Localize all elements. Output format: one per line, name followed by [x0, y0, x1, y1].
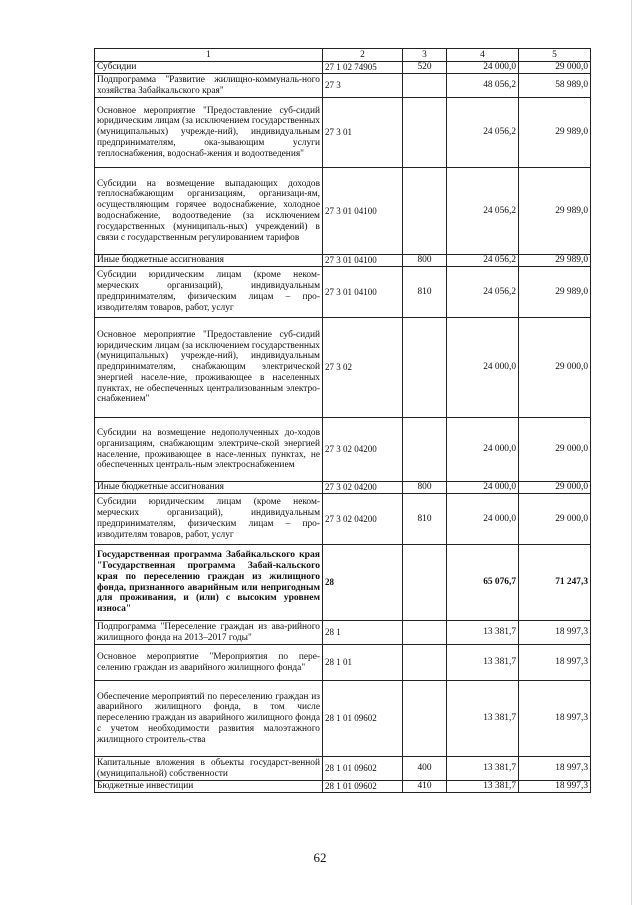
row-amount-2017-cell: 24 000,0: [447, 494, 519, 545]
row-amount-2018-cell: 71 247,3: [519, 545, 591, 621]
table-row: [95, 781, 591, 793]
row-amount-2017-cell: 13 381,7: [447, 681, 519, 757]
row-amount-2017-cell: 24 000,0: [447, 418, 519, 482]
table-row: [95, 318, 591, 418]
table-row: [95, 418, 591, 482]
page-number: 62: [313, 850, 327, 865]
row-expense-type-cell: 520: [403, 62, 447, 74]
row-code-cell: 27 3 01: [323, 98, 403, 168]
row-name-cell: Капитальные вложения в объекты государст-венной (муниципальной) собственности: [95, 757, 323, 781]
row-code-cell: 28 1 01 09602: [323, 681, 403, 757]
row-code-cell: 28 1: [323, 621, 403, 645]
row-amount-2017-cell: 13 381,7: [447, 621, 519, 645]
header-col-1: 1: [95, 49, 323, 62]
row-amount-2017-cell: 24 000,0: [447, 318, 519, 418]
row-amount-2017-cell: 13 381,7: [447, 645, 519, 681]
table-row: [95, 494, 591, 545]
row-expense-type-cell: [403, 621, 447, 645]
row-amount-2018-cell: 18 997,3: [519, 781, 591, 793]
row-amount-2018-cell: 18 997,3: [519, 621, 591, 645]
row-amount-2018-cell: 29 000,0: [519, 62, 591, 74]
row-amount-2017-cell: 24 000,0: [447, 62, 519, 74]
row-expense-type-cell: 810: [403, 267, 447, 318]
row-expense-type-cell: [403, 545, 447, 621]
row-name-cell: Подпрограмма "Переселение граждан из ава-рийного жилищного фонда на 2013–2017 годы": [95, 621, 323, 645]
row-amount-2017-cell: 24 056,2: [447, 98, 519, 168]
row-amount-2018-cell: 29 000,0: [519, 318, 591, 418]
row-amount-2017-cell: 13 381,7: [447, 757, 519, 781]
table-row: [95, 255, 591, 267]
row-name-cell: Подпрограмма "Развитие жилищно-коммуналь-ного хозяйства Забайкальского края": [95, 74, 323, 98]
budget-table-body: [95, 49, 591, 793]
row-code-cell: 27 3 01 04100: [323, 255, 403, 267]
row-expense-type-cell: [403, 74, 447, 98]
row-amount-2018-cell: 58 989,0: [519, 74, 591, 98]
header-col-2: 2: [323, 49, 403, 62]
row-code-cell: 27 3 02: [323, 318, 403, 418]
row-code-cell: 28 1 01 09602: [323, 757, 403, 781]
row-amount-2018-cell: 29 989,0: [519, 98, 591, 168]
row-code-cell: 28 1 01 09602: [323, 781, 403, 793]
row-name-cell: Иные бюджетные ассигнования: [95, 255, 323, 267]
row-expense-type-cell: [403, 645, 447, 681]
row-name-cell: Субсидии: [95, 62, 323, 74]
row-expense-type-cell: 800: [403, 255, 447, 267]
row-amount-2018-cell: 29 000,0: [519, 418, 591, 482]
page-edge-line: [631, 0, 632, 905]
row-amount-2017-cell: 48 056,2: [447, 74, 519, 98]
row-amount-2018-cell: 29 000,0: [519, 494, 591, 545]
row-amount-2018-cell: 18 997,3: [519, 681, 591, 757]
row-amount-2018-cell: 18 997,3: [519, 645, 591, 681]
table-row: [95, 482, 591, 494]
table-row: [95, 267, 591, 318]
row-name-cell: Основное мероприятие "Мероприятия по пере-селению граждан из аварийного жилищного фонда": [95, 645, 323, 681]
table-row: [95, 645, 591, 681]
row-name-cell: Бюджетные инвестиции: [95, 781, 323, 793]
row-expense-type-cell: 810: [403, 494, 447, 545]
table-row: [95, 74, 591, 98]
row-amount-2018-cell: 29 000,0: [519, 482, 591, 494]
table-row: [95, 62, 591, 74]
row-expense-type-cell: [403, 681, 447, 757]
header-col-4: 4: [447, 49, 519, 62]
row-code-cell: 27 3 01 04100: [323, 267, 403, 318]
row-name-cell: Основное мероприятие "Предоставление суб-сидий юридическим лицам (за исключением государственных (муниципальных) учрежде-ний), индивидуальным предпринимателям, снабжающим электрической энергией населе-ние, проживающее в населенных пунктах, не обеспеченных централизованным электро-снабжением": [95, 318, 323, 418]
table-row: [95, 621, 591, 645]
row-expense-type-cell: 800: [403, 482, 447, 494]
row-expense-type-cell: [403, 168, 447, 255]
row-name-cell: Обеспечение мероприятий по переселению граждан из аварийного жилищного фонда, в том числе переселению граждан из аварийного жилищного фонда с учетом необходимости развития малоэтажного жилищного строитель-ства: [95, 681, 323, 757]
row-code-cell: 27 3 01 04100: [323, 168, 403, 255]
row-amount-2018-cell: 29 989,0: [519, 168, 591, 255]
row-code-cell: 28: [323, 545, 403, 621]
row-amount-2017-cell: 24 056,2: [447, 255, 519, 267]
row-name-cell: Субсидии на возмещение недополученных до-ходов организациям, снабжающим электриче-ской энергией население, проживающее в насе-ленных пунктах, не обеспеченных централь-ным электроснабжением: [95, 418, 323, 482]
budget-table: [94, 48, 591, 793]
row-expense-type-cell: [403, 318, 447, 418]
row-expense-type-cell: [403, 98, 447, 168]
table-row: [95, 757, 591, 781]
table-row: [95, 545, 591, 621]
row-name-cell: Субсидии юридическим лицам (кроме неком-мерческих организаций), индивидуальным предпринимателям, физическим лицам – про-изводителям товаров, работ, услуг: [95, 267, 323, 318]
row-amount-2017-cell: 24 056,2: [447, 168, 519, 255]
row-code-cell: 27 3: [323, 74, 403, 98]
row-code-cell: 27 3 02 04200: [323, 418, 403, 482]
row-amount-2017-cell: 24 056,2: [447, 267, 519, 318]
row-amount-2018-cell: 18 997,3: [519, 757, 591, 781]
row-amount-2017-cell: 65 076,7: [447, 545, 519, 621]
header-col-5: 5: [519, 49, 591, 62]
row-code-cell: 27 1 02 74905: [323, 62, 403, 74]
row-code-cell: 27 3 02 04200: [323, 494, 403, 545]
table-row: [95, 681, 591, 757]
header-col-3: 3: [403, 49, 447, 62]
row-expense-type-cell: 410: [403, 781, 447, 793]
table-header-row: [95, 49, 591, 62]
row-name-cell: Субсидии юридическим лицам (кроме неком-мерческих организаций), индивидуальным предпринимателям, физическим лицам – про-изводителям товаров, работ, услуг: [95, 494, 323, 545]
row-amount-2018-cell: 29 989,0: [519, 255, 591, 267]
table-row: [95, 168, 591, 255]
row-name-cell: Иные бюджетные ассигнования: [95, 482, 323, 494]
row-amount-2017-cell: 24 000,0: [447, 482, 519, 494]
row-name-cell: Основное мероприятие "Предоставление суб-сидий юридическим лицам (за исключением государственных (муниципальных) учрежде-ний), индивидуальным предпринимателям, ока-зывающим услуги теплоснабжения, водоснаб-жения и водоотведения": [95, 98, 323, 168]
row-code-cell: 28 1 01: [323, 645, 403, 681]
row-name-cell: Государственная программа Забайкальского края "Государственная программа Забай-кальского края по переселению граждан из жилищного фонда, признанного аварийным или непригодным для проживания, и (или) с высоким уровнем износа": [95, 545, 323, 621]
row-code-cell: 27 3 02 04200: [323, 482, 403, 494]
row-expense-type-cell: 400: [403, 757, 447, 781]
row-name-cell: Субсидии на возмещение выпадающих доходов теплоснабжающим организациям, организаци-ям, осуществляющим горячее водоснабжение, холодное водоснабжение, водоотведение (за исключением государственных (муниципаль-ных) учреждений) в связи с государственным регулированием тарифов: [95, 168, 323, 255]
row-amount-2018-cell: 29 989,0: [519, 267, 591, 318]
table-row: [95, 98, 591, 168]
row-expense-type-cell: [403, 418, 447, 482]
row-amount-2017-cell: 13 381,7: [447, 781, 519, 793]
